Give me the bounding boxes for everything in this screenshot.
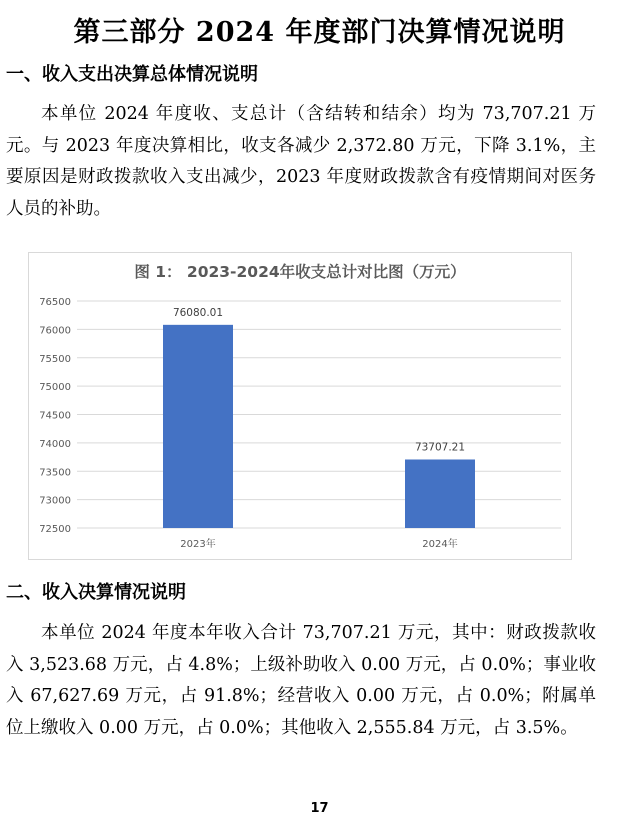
y-tick-label: 72500 bbox=[39, 524, 71, 535]
page-title: 第三部分 2024 年度部门决算情况说明 bbox=[73, 17, 566, 48]
bar-2024年 bbox=[405, 459, 475, 528]
section-2-heading: 二、收入决算情况说明 bbox=[6, 582, 186, 603]
y-tick-label: 76000 bbox=[39, 325, 71, 337]
y-tick-label: 73000 bbox=[39, 495, 71, 507]
page-number: 17 bbox=[310, 801, 329, 816]
data-label: 73707.21 bbox=[414, 441, 466, 454]
chart-svg bbox=[29, 253, 571, 559]
x-tick-label: 2024年 bbox=[422, 539, 458, 550]
bar-2023年 bbox=[163, 325, 233, 528]
section-1-paragraph: 本单位 2024 年度收、支总计（含结转和结余）均为 73,707.21 万元。与 2023 年度决算相比，收支各减少 2,372.80 万元，下降 3.1%，主要原因是财政拨款收入支出减少，2023 年度财政拨款含有疫情期间对医务人员的补助。 bbox=[6, 104, 596, 219]
revenue-expense-chart bbox=[28, 252, 572, 560]
y-tick-label: 74000 bbox=[39, 438, 71, 450]
section-1-heading: 一、收入支出决算总体情况说明 bbox=[6, 64, 258, 85]
chart-title: 图 1： 2023-2024年收支总计对比图（万元） bbox=[134, 263, 466, 281]
data-label: 76080.01 bbox=[172, 306, 224, 319]
y-tick-label: 75500 bbox=[39, 353, 71, 365]
y-tick-label: 76500 bbox=[39, 297, 71, 308]
y-tick-label: 75000 bbox=[39, 382, 71, 394]
x-tick-label: 2023年 bbox=[180, 539, 216, 550]
y-tick-label: 74500 bbox=[39, 410, 71, 422]
section-2-paragraph: 本单位 2024 年度本年收入合计 73,707.21 万元，其中：财政拨款收入 3,523.68 万元，占 4.8%；上级补助收入 0.00 万元，占 0.0%；事业收入 67,627.69 万元，占 91.8%；经营收入 0.00 万元，占 0.0%；附属单位上缴收入 0.00 万元，占 0.0%；其他收入 2,555.84 万元，占 3.5%。 bbox=[6, 623, 596, 738]
y-tick-label: 73500 bbox=[39, 467, 71, 479]
